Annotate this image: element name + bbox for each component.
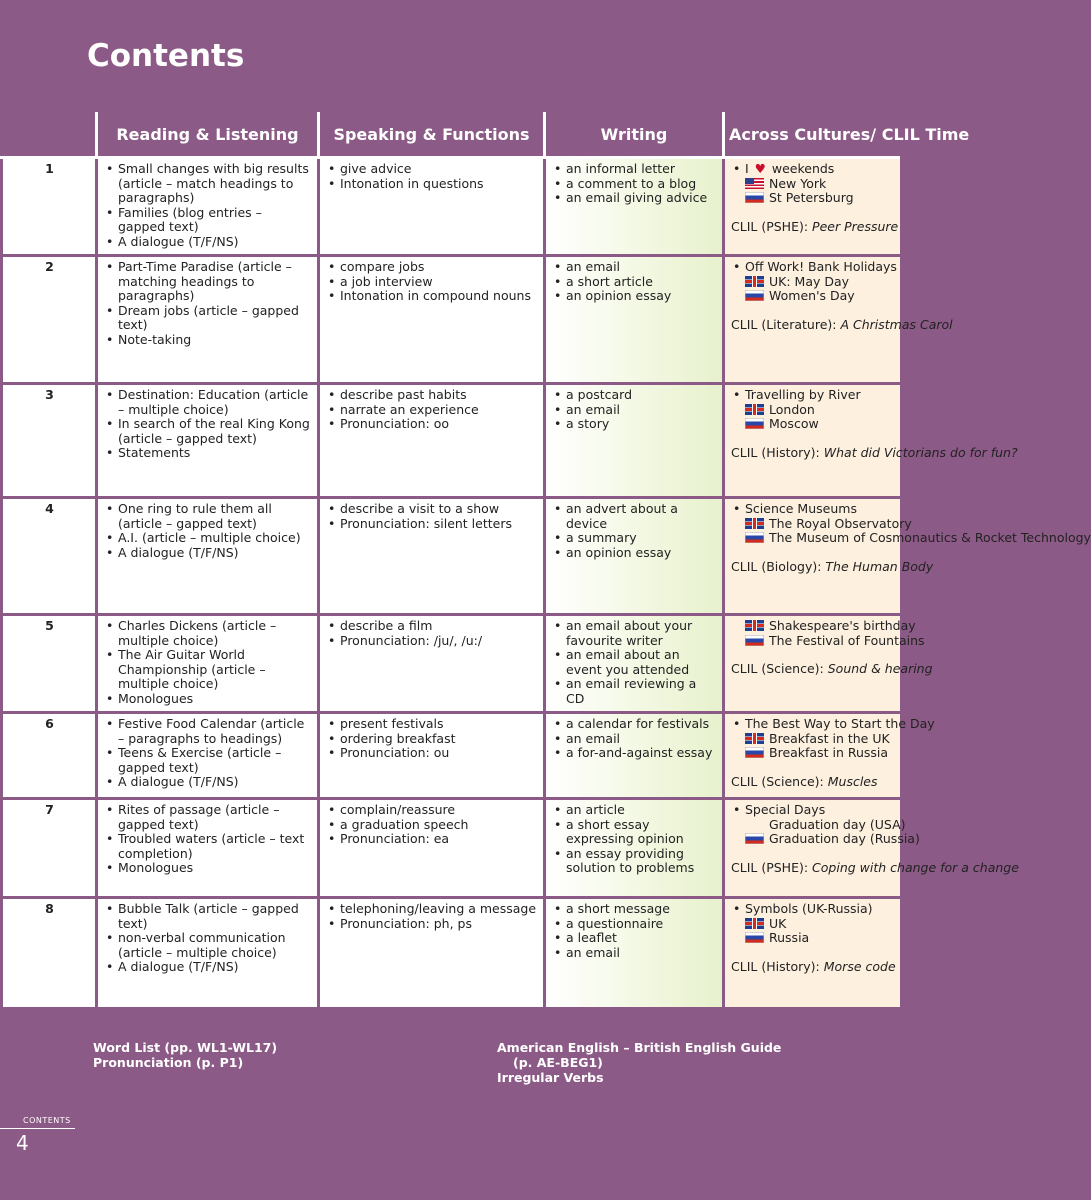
- culture-text: Science Museums: [745, 501, 857, 516]
- culture-item: [731, 388, 895, 403]
- culture-text: The Museum of Cosmonautics & Rocket Technology: [769, 530, 1091, 546]
- writing-item-list: [552, 717, 717, 761]
- clil-topic: Coping with change for a change: [812, 859, 1019, 875]
- clil-subject: CLIL (Science):: [731, 661, 824, 677]
- contents-table: [0, 112, 1091, 1010]
- culture-text: Women's Day: [769, 288, 855, 304]
- culture-list: [731, 501, 1091, 546]
- uk-flag-icon: [745, 404, 764, 415]
- reading-item: • A dialogue (T/F/NS): [104, 960, 312, 975]
- writing-item: • a story: [552, 417, 717, 432]
- speaking-item-list: [326, 803, 538, 847]
- reading-item: • Monologues: [104, 861, 312, 876]
- reading-item: • One ring to rule them all (article – gapped text): [104, 502, 312, 531]
- writing-cell: [543, 385, 722, 499]
- clil-topic: What did Victorians do for fun?: [823, 444, 1018, 460]
- writing-item: • a short message: [552, 902, 717, 917]
- reading-item: • Monologues: [104, 692, 312, 707]
- uk-flag-icon: [745, 620, 764, 631]
- culture-cell: [722, 257, 953, 385]
- speaking-item: • a job interview: [326, 275, 538, 290]
- clil-subject: CLIL (Science):: [731, 773, 824, 789]
- speaking-item-list: [326, 388, 538, 432]
- culture-item: [731, 275, 895, 290]
- reading-item: • Bubble Talk (article – gapped text): [104, 902, 312, 931]
- clil-subject: CLIL (PSHE):: [731, 218, 809, 234]
- page-title: Contents: [87, 38, 245, 74]
- speaking-item: • narrate an experience: [326, 403, 538, 418]
- reading-item: • Rites of passage (article – gapped text): [104, 803, 312, 832]
- reading-cell: [95, 616, 317, 714]
- speaking-item-list: [326, 902, 538, 931]
- writing-item: • an opinion essay: [552, 289, 717, 304]
- clil-topic: Morse code: [823, 958, 896, 974]
- writing-item: • an informal letter: [552, 162, 717, 177]
- writing-item: • a summary: [552, 531, 717, 546]
- speaking-item: • describe a visit to a show: [326, 502, 538, 517]
- unit-number: 8: [0, 899, 95, 1010]
- culture-item: [731, 177, 895, 192]
- speaking-item: • Pronunciation: ea: [326, 832, 538, 847]
- clil-topic: Sound & hearing: [827, 661, 933, 677]
- writing-item-list: [552, 902, 717, 960]
- reading-item-list: [104, 502, 312, 560]
- speaking-item-list: [326, 502, 538, 531]
- culture-text: St Petersburg: [769, 190, 854, 206]
- writing-item-list: [552, 619, 717, 707]
- units-body: [0, 159, 1091, 1010]
- speaking-item: • present festivals: [326, 717, 538, 732]
- speaking-item: • give advice: [326, 162, 538, 177]
- speaking-item: • describe past habits: [326, 388, 538, 403]
- clil-topic: The Human Body: [825, 558, 934, 574]
- writing-item: • an email about an event you attended: [552, 648, 717, 677]
- writing-item: • a short essay expressing opinion: [552, 818, 717, 847]
- reading-cell: [95, 499, 317, 616]
- us-flag-icon: [745, 178, 764, 189]
- speaking-item: • Pronunciation: ph, ps: [326, 917, 538, 932]
- culture-item: [731, 632, 925, 649]
- header-writing: Writing: [543, 112, 722, 159]
- speaking-item: • ordering breakfast: [326, 732, 538, 747]
- ru-flag-icon: [745, 532, 764, 543]
- reading-item: • Teens & Exercise (article – gapped text): [104, 746, 312, 775]
- ru-flag-icon: [745, 418, 764, 429]
- culture-text: The Festival of Fountains: [769, 632, 925, 648]
- writing-cell: [543, 499, 722, 616]
- culture-cell: [722, 899, 900, 1010]
- reading-item: • Part-Time Paradise (article – matching headings to paragraphs): [104, 260, 312, 304]
- speaking-cell: [317, 257, 543, 385]
- unit-row: [0, 257, 900, 385]
- speaking-item: • compare jobs: [326, 260, 538, 275]
- reading-item: • Charles Dickens (article – multiple choice): [104, 619, 312, 648]
- reading-item: • non-verbal communication (article – multiple choice): [104, 931, 312, 960]
- reading-item: • The Air Guitar World Championship (article – multiple choice): [104, 648, 312, 692]
- culture-cell: [722, 159, 900, 257]
- reading-item: • Troubled waters (article – text completion): [104, 832, 312, 861]
- reading-item-list: [104, 260, 312, 348]
- unit-row: [0, 159, 900, 257]
- culture-item: [731, 403, 895, 418]
- clil-topic: Peer Pressure: [812, 218, 899, 234]
- culture-cell: [722, 385, 1018, 499]
- word-list-link[interactable]: Word List (pp. WL1-WL17): [93, 1040, 278, 1055]
- reading-cell: [95, 257, 317, 385]
- speaking-item: • Pronunciation: /ju/, /u:/: [326, 634, 538, 649]
- reading-item: • A.I. (article – multiple choice): [104, 531, 312, 546]
- reading-item-list: [104, 619, 312, 707]
- ru-flag-icon: [745, 833, 764, 844]
- culture-text: Off Work! Bank Holidays: [745, 259, 897, 274]
- reading-cell: [95, 899, 317, 1010]
- culture-item: [731, 746, 895, 761]
- ru-flag-icon: [745, 290, 764, 301]
- speaking-item: • Pronunciation: ou: [326, 746, 538, 761]
- writing-cell: [543, 616, 722, 714]
- writing-cell: [543, 899, 722, 1010]
- clil-line: [731, 444, 1018, 461]
- clil-subject: CLIL (PSHE):: [731, 859, 809, 875]
- speaking-item-list: [326, 619, 538, 648]
- culture-text: Russia: [769, 930, 810, 946]
- speaking-cell: [317, 616, 543, 714]
- unit-number: 3: [0, 385, 95, 499]
- culture-text: Breakfast in the UK: [769, 730, 890, 746]
- writing-item: • a postcard: [552, 388, 717, 403]
- header-row: [0, 112, 900, 159]
- culture-cell: [722, 800, 1019, 899]
- unit-number: 5: [0, 616, 95, 714]
- culture-item: [731, 502, 895, 517]
- clil-topic: Muscles: [827, 773, 878, 789]
- header-speaking: Speaking & Functions: [317, 112, 543, 159]
- unit-row: [0, 499, 900, 616]
- writing-item: • an email giving advice: [552, 191, 717, 206]
- culture-item: [731, 289, 895, 304]
- irregular-verbs-link[interactable]: Irregular Verbs: [497, 1070, 604, 1085]
- writing-item: • an email about your favourite writer: [552, 619, 717, 648]
- culture-text: Symbols (UK-Russia): [745, 901, 873, 916]
- culture-text: Shakespeare's birthday: [769, 618, 916, 633]
- guide-pages: (p. AE-BEG1): [513, 1055, 603, 1070]
- writing-cell: [543, 800, 722, 899]
- writing-item-list: [552, 162, 717, 206]
- pronunciation-link[interactable]: Pronunciation (p. P1): [93, 1055, 244, 1070]
- writing-item: • an essay providing solution to problems: [552, 847, 717, 876]
- ru-flag-icon: [745, 747, 764, 758]
- speaking-item-list: [326, 260, 538, 304]
- culture-list: [731, 802, 920, 847]
- writing-item: • an article: [552, 803, 717, 818]
- clil-line: [731, 661, 933, 677]
- culture-item: [731, 618, 916, 634]
- culture-list: [731, 716, 935, 761]
- writing-item: • an email: [552, 260, 717, 275]
- speaking-item: • Intonation in questions: [326, 177, 538, 192]
- reading-item: • Destination: Education (article – multiple choice): [104, 388, 312, 417]
- writing-item: • an email reviewing a CD: [552, 677, 717, 706]
- speaking-item: • Intonation in compound nouns: [326, 289, 538, 304]
- culture-list: [731, 902, 895, 946]
- speaking-cell: [317, 385, 543, 499]
- uk-flag-icon: [745, 918, 764, 929]
- writing-item: • an advert about a device: [552, 502, 717, 531]
- writing-item-list: [552, 502, 717, 560]
- writing-item: • a calendar for festivals: [552, 717, 717, 732]
- clil-subject: CLIL (Literature):: [731, 316, 837, 332]
- unit-row: [0, 385, 900, 499]
- writing-item: • an email: [552, 732, 717, 747]
- culture-item: [731, 515, 912, 532]
- uk-flag-icon: [745, 518, 764, 529]
- unit-row: [0, 714, 900, 800]
- culture-text: UK: [769, 915, 787, 931]
- writing-cell: [543, 159, 722, 257]
- speaking-cell: [317, 800, 543, 899]
- speaking-item: • a graduation speech: [326, 818, 538, 833]
- reading-item-list: [104, 162, 312, 250]
- page-number-rule: [0, 1128, 75, 1129]
- writing-item: • a short article: [552, 275, 717, 290]
- culture-item: [731, 260, 895, 275]
- reading-cell: [95, 159, 317, 257]
- culture-item: [731, 191, 895, 206]
- culture-text: UK: May Day: [769, 273, 850, 289]
- clil-line: [731, 859, 1019, 876]
- unit-row: [0, 899, 900, 1010]
- culture-item: [731, 732, 895, 747]
- clil-line: [731, 316, 953, 333]
- header-reading: Reading & Listening: [95, 112, 317, 159]
- clil-topic: A Christmas Carol: [840, 316, 953, 332]
- ru-flag-icon: [745, 635, 764, 646]
- writing-item-list: [552, 803, 717, 876]
- speaking-cell: [317, 499, 543, 616]
- culture-item: [731, 417, 895, 432]
- culture-item: [731, 530, 1091, 546]
- clil-line: [731, 558, 934, 575]
- writing-item: • a comment to a blog: [552, 177, 717, 192]
- speaking-cell: [317, 899, 543, 1010]
- writing-item: • a for-and-against essay: [552, 746, 717, 761]
- reading-item: • Dream jobs (article – gapped text): [104, 304, 312, 333]
- clil-line: [731, 960, 895, 975]
- page-number: 4: [16, 1131, 29, 1155]
- culture-item: [731, 803, 895, 818]
- clil-line: [731, 218, 899, 235]
- speaking-item: • Pronunciation: oo: [326, 417, 538, 432]
- culture-text: London: [769, 401, 815, 417]
- reading-cell: [95, 714, 317, 800]
- culture-cell: [722, 499, 1091, 616]
- reading-item: • Statements: [104, 446, 312, 461]
- speaking-item: • complain/reassure: [326, 803, 538, 818]
- culture-text: Graduation day (USA): [769, 816, 906, 832]
- culture-text: Travelling by River: [745, 387, 861, 402]
- writing-item: • an email: [552, 946, 717, 961]
- ru-flag-icon: [745, 932, 764, 943]
- uk-flag-icon: [745, 276, 764, 287]
- guide-link[interactable]: American English – British English Guide: [497, 1040, 782, 1055]
- speaking-item: • Pronunciation: silent letters: [326, 517, 538, 532]
- clil-subject: CLIL (History):: [731, 444, 820, 460]
- writing-cell: [543, 257, 722, 385]
- speaking-item: • telephoning/leaving a message: [326, 902, 538, 917]
- writing-item-list: [552, 260, 717, 304]
- header-spacer: [0, 112, 95, 159]
- reading-item: • Families (blog entries – gapped text): [104, 206, 312, 235]
- clil-subject: CLIL (Biology):: [731, 558, 822, 574]
- reading-item: • Small changes with big results (article – match headings to paragraphs): [104, 162, 312, 206]
- reading-item: • Note-taking: [104, 333, 312, 348]
- section-label: CONTENTS: [23, 1116, 71, 1125]
- writing-cell: [543, 714, 722, 800]
- speaking-item: • describe a film: [326, 619, 538, 634]
- culture-text: Moscow: [769, 416, 819, 432]
- culture-item: [731, 917, 895, 932]
- footer-right: [497, 1040, 781, 1085]
- culture-item: [731, 902, 895, 917]
- reading-item: • In search of the real King Kong (article – gapped text): [104, 417, 312, 446]
- culture-text: Graduation day (Russia): [769, 831, 920, 847]
- footer-left: [93, 1040, 277, 1070]
- unit-number: 7: [0, 800, 95, 899]
- clil-line: [731, 775, 895, 790]
- culture-text: The Best Way to Start the Day: [745, 716, 935, 731]
- speaking-item-list: [326, 162, 538, 191]
- culture-text: Special Days: [745, 802, 826, 817]
- reading-item: • Festive Food Calendar (article – paragraphs to headings): [104, 717, 312, 746]
- reading-item: • A dialogue (T/F/NS): [104, 235, 312, 250]
- reading-item: • A dialogue (T/F/NS): [104, 775, 312, 790]
- none-flag-icon: [745, 819, 764, 830]
- culture-cell: [722, 616, 933, 714]
- culture-item: [731, 162, 895, 177]
- culture-text: Breakfast in Russia: [769, 745, 889, 761]
- ru-flag-icon: [745, 192, 764, 203]
- clil-subject: CLIL (History):: [731, 958, 820, 974]
- reading-cell: [95, 385, 317, 499]
- culture-item: [731, 831, 920, 847]
- culture-text: I ♥ weekends: [745, 161, 835, 176]
- speaking-cell: [317, 714, 543, 800]
- reading-item: • A dialogue (T/F/NS): [104, 546, 312, 561]
- culture-item: [731, 716, 935, 732]
- writing-item: • a leaflet: [552, 931, 717, 946]
- unit-row: [0, 616, 900, 714]
- unit-row: [0, 800, 900, 899]
- culture-list: [731, 388, 895, 432]
- writing-item: • a questionnaire: [552, 917, 717, 932]
- culture-list: [731, 260, 895, 304]
- culture-list: [731, 162, 895, 206]
- unit-number: 2: [0, 257, 95, 385]
- writing-item: • an email: [552, 403, 717, 418]
- heart-icon: ♥: [754, 161, 766, 176]
- culture-item: [731, 816, 906, 833]
- speaking-cell: [317, 159, 543, 257]
- reading-item-list: [104, 717, 312, 790]
- culture-cell: [722, 714, 935, 800]
- culture-text: New York: [769, 175, 827, 191]
- unit-number: 4: [0, 499, 95, 616]
- uk-flag-icon: [745, 733, 764, 744]
- unit-number: 6: [0, 714, 95, 800]
- reading-cell: [95, 800, 317, 899]
- writing-item-list: [552, 388, 717, 432]
- culture-list: [731, 618, 925, 648]
- writing-item: • an opinion essay: [552, 546, 717, 561]
- reading-item-list: [104, 803, 312, 876]
- header-culture: Across Cultures/ CLIL Time: [722, 112, 900, 159]
- culture-text: The Royal Observatory: [769, 515, 912, 531]
- reading-item-list: [104, 388, 312, 461]
- unit-number: 1: [0, 159, 95, 257]
- reading-item-list: [104, 902, 312, 975]
- speaking-item-list: [326, 717, 538, 761]
- culture-item: [731, 931, 895, 946]
